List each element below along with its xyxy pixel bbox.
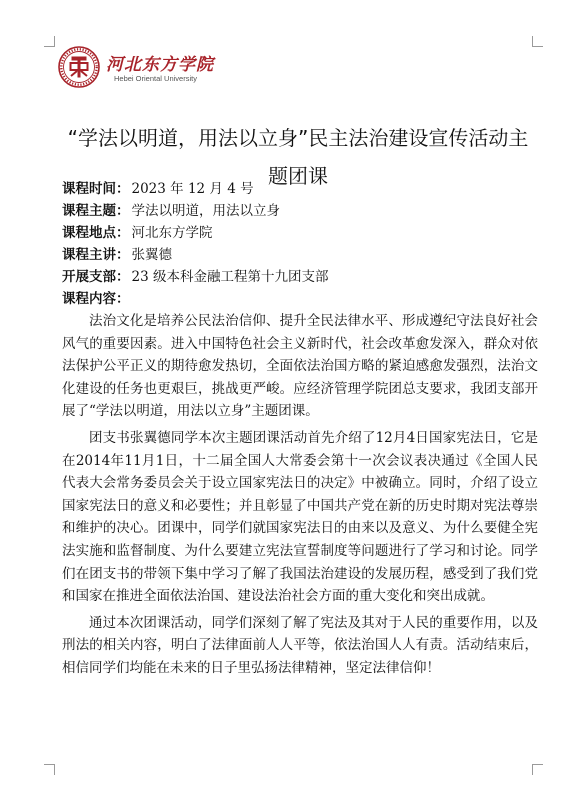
course-info-theme xyxy=(62,200,538,222)
course-info-label: 开展支部： xyxy=(62,269,130,285)
course-info-label: 课程主讲： xyxy=(62,247,130,263)
course-info-value: 河北东方学院 xyxy=(131,225,213,241)
course-info-value: 23 级本科金融工程第十九团支部 xyxy=(131,269,329,285)
course-info-branch xyxy=(62,266,538,288)
course-info-label: 课程地点： xyxy=(62,225,130,241)
school-name-en: Hebei Oriental University xyxy=(114,74,197,83)
content-paragraph: 法治文化是培养公民法治信仰、提升全民法律水平、形成遵纪守法良好社会风气的重要因素。进入中国特色社会主义新时代，社会改革愈发深入，群众对依法保护公平正义的期待愈发热切，全面依法治国方略的紧迫感愈发强烈，法治文化建设的任务也更艰巨，挑战更严峻。应经济管理学院团总支要求，我团支部开展了“学法以明道，用法以立身”主题团课。 xyxy=(62,313,538,420)
course-info-location xyxy=(62,222,538,244)
course-info-value: 学法以明道，用法以立身 xyxy=(131,203,280,219)
course-info-speaker xyxy=(62,244,538,266)
content-paragraph: 团支书张翼德同学本次主题团课活动首先介绍了12月4日国家宪法日，它是在2014年11月1日，十二届全国人大常委会第十一次会议表决通过《全国人民代表大会常务委员会关于设立国家宪法日的决定》中被确立。同时，介绍了设立国家宪法日的意义和必要性；并且彰显了中国共产党在新的历史时期对宪法尊崇和维护的决心。团课中，同学们就国家宪法日的由来以及意义、为什么要健全宪法实施和监督制度、为什么要建立宪法宣誓制度等问题进行了学习和讨论。同学们在团支书的带领下集中学习了解了我国法治建设的发展历程，感受到了我们党和国家在推进全面依法治国、建设法治社会方面的重大变化和突出成就。 xyxy=(62,429,538,605)
school-name-cn: 河北东方学院 xyxy=(106,55,214,75)
course-info-value: 2023 年 12 月 4 号 xyxy=(131,181,254,197)
course-info-content xyxy=(62,288,538,310)
school-header xyxy=(58,46,278,90)
page-corner-mark xyxy=(44,764,55,775)
course-info-label: 课程主题： xyxy=(62,203,130,219)
content-paragraph: 通过本次团课活动，同学们深刻了解了宪法及其对于人民的重要作用，以及刑法的相关内容，明白了法律面前人人平等，依法治国人人有责。活动结束后，相信同学们均能在未来的日子里弘扬法律精神，坚定法律信仰！ xyxy=(62,614,538,676)
page-corner-mark xyxy=(532,764,543,775)
course-info-time xyxy=(62,178,538,200)
page-corner-mark xyxy=(44,36,55,47)
page-corner-mark xyxy=(532,36,543,47)
course-info-label: 课程时间： xyxy=(62,181,130,197)
course-info xyxy=(62,178,538,310)
university-seal-icon xyxy=(58,46,100,88)
course-content xyxy=(62,310,538,684)
course-info-value: 张翼德 xyxy=(131,247,172,263)
course-info-label: 课程内容： xyxy=(62,291,130,307)
document-title: “学法以明道，用法以立身”民主法治建设宣传活动主题团课 xyxy=(67,126,529,189)
